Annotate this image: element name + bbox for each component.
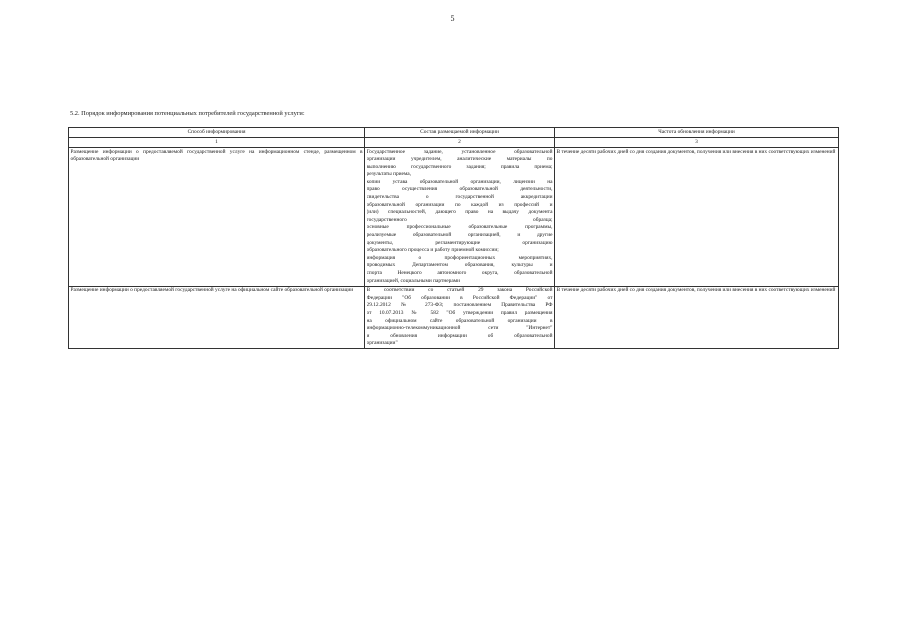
column-number-1: 1 (69, 138, 365, 148)
column-number-row (69, 138, 839, 148)
content-line: свидетельства о государственной аккредитации (366, 194, 553, 201)
header-frequency: Частота обновления информации (555, 128, 839, 138)
content-line: образовательного процесса и работу приемной комиссии; (366, 247, 499, 254)
content-line: организации учредителем, аналитические материалы по (366, 156, 553, 163)
table-row (69, 148, 839, 287)
row-2-content (365, 286, 555, 349)
content-line: право осуществления образовательной деятельности, (366, 186, 553, 193)
column-number-2: 2 (365, 138, 555, 148)
row-1-content (365, 148, 555, 287)
content-line: результаты приема, (366, 171, 412, 178)
section-heading: 5.2. Порядок информирования потенциальных потребителей государственной услуги: (70, 110, 305, 117)
content-line: 29.12.2012 № 273-ФЗ; постановлением Правительства РФ (366, 302, 553, 309)
page-number: 5 (450, 14, 455, 23)
row-2-frequency: В течение десяти рабочих дней со дня создания документов, получения или внесения в них соответствующих изменений (555, 286, 839, 349)
content-line: реализуемые образовательной организацией, и другие (366, 232, 553, 239)
header-content: Состав размещаемой информации (365, 128, 555, 138)
content-line: государственного образца; (366, 216, 553, 223)
content-line: основные профессиональные образовательные программы, (366, 224, 553, 231)
content-line: на официальном сайте образовательной организации в (366, 317, 553, 324)
content-line: и обновления информации об образовательной (366, 332, 553, 339)
content-line: образовательной организации по каждой из профессий и (366, 201, 553, 208)
content-line: информационно-телекоммуникационной сети "Интернет" (366, 325, 553, 332)
content-line: организацией, социальными партнерами (366, 277, 461, 284)
content-line: выполнению государственного задания; правила приема; (366, 163, 553, 170)
content-line: информация о профориентационных мероприятиях, (366, 254, 553, 261)
content-line: (или) специальностей, дающего право на выдачу документа (366, 209, 553, 216)
row-1-frequency: В течение десяти рабочих дней со дня создания документов, получения или внесения в них соответствующих изменений (555, 148, 839, 287)
content-line: В соответствии со статьей 29 закона Российской (366, 287, 553, 294)
column-number-3: 3 (555, 138, 839, 148)
content-line: копии устава образовательной организации, лицензии на (366, 178, 553, 185)
content-line: спорта Ненецкого автономного округа, образовательной (366, 270, 553, 276)
header-method: Способ информирования (69, 128, 365, 138)
content-line: проводимых Департаментом образования, культуры и (366, 262, 553, 269)
table-header-row (69, 128, 839, 138)
content-line: организации" (366, 340, 398, 347)
content-line: документы, регламентирующие организацию (366, 239, 553, 246)
table-row (69, 286, 839, 349)
row-1-method: Размещение информации о предоставляемой государственной услуге на информационном стенде, размещенном в образовательной организации (69, 148, 365, 287)
content-line: Государственное задание, установленное образовательной (366, 148, 553, 155)
content-line: от 10.07.2013 № 582 "Об утверждении правил размещения (366, 309, 553, 316)
row-2-method: Размещение информации о предоставляемой государственной услуге на официальном сайте образовательной организации (69, 286, 365, 349)
content-line: Федерации "Об образовании в Российской Федерации" от (366, 294, 553, 301)
information-table (68, 127, 839, 349)
